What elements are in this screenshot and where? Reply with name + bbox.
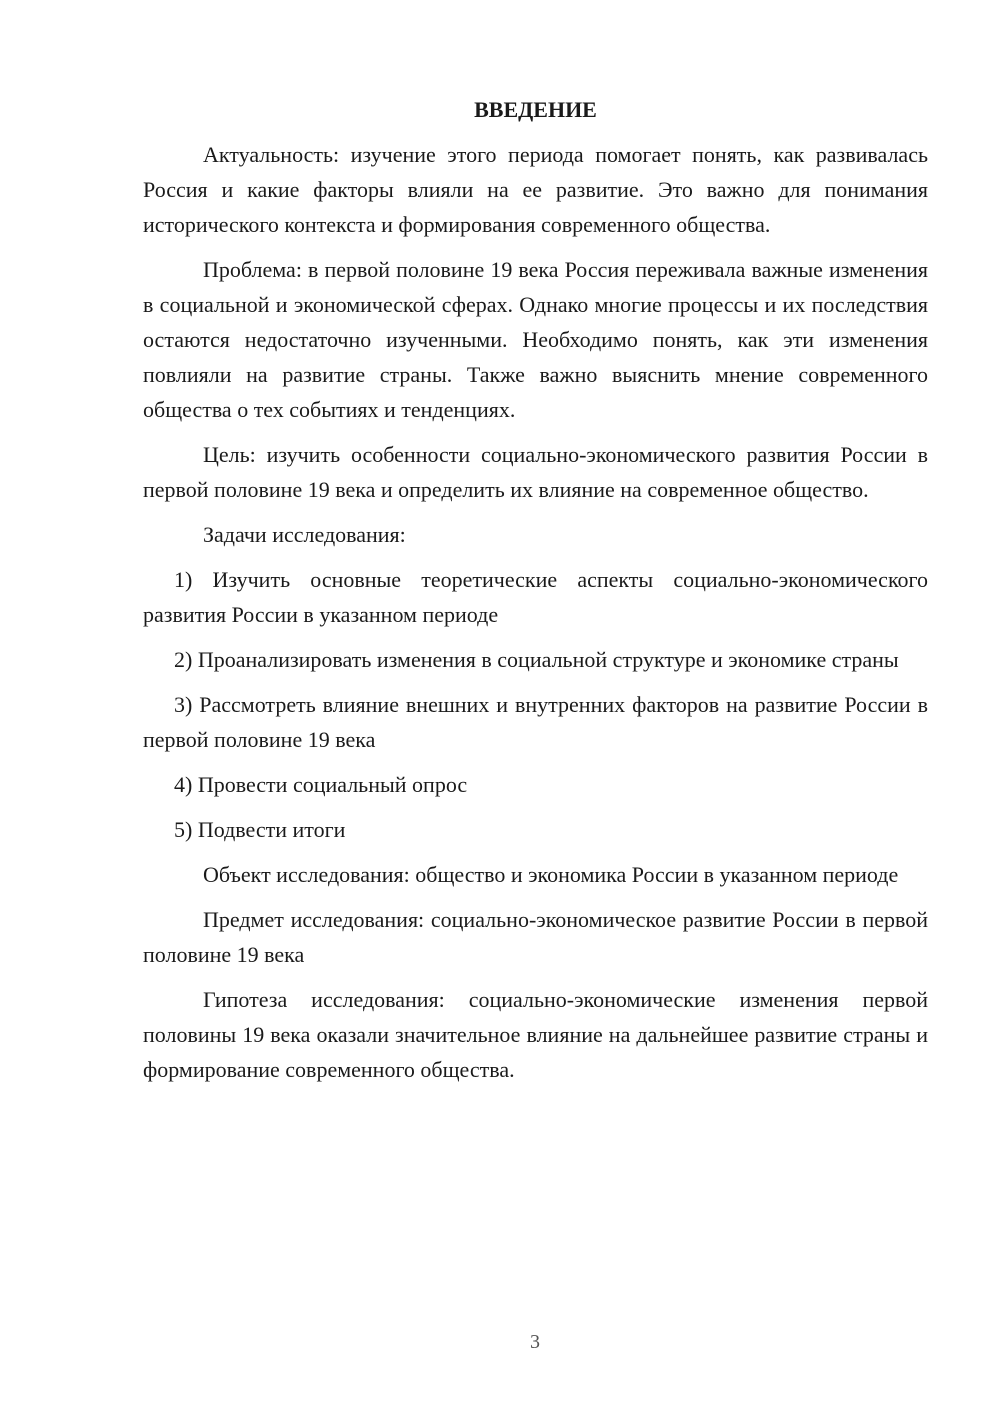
paragraph-object: Объект исследования: общество и экономика России в указанном периоде	[203, 862, 899, 887]
paragraph-relevance: Актуальность: изучение этого периода помогает понять, как развивалась Россия и какие факторы влияли на ее развитие. Это важно для понимания исторического контекста и формирования современного общества.	[143, 142, 928, 237]
task-item-4: 4) Провести социальный опрос	[174, 772, 468, 797]
task-item-3: 3) Рассмотреть влияние внешних и внутренних факторов на развитие России в первой половине 19 века	[143, 692, 928, 752]
tasks-heading: Задачи исследования:	[203, 522, 406, 547]
paragraph-subject: Предмет исследования: социально-экономическое развитие России в первой половине 19 века	[143, 907, 928, 967]
paragraph-goal: Цель: изучить особенности социально-экономического развития России в первой половине 19 века и определить их влияние на современное общество.	[143, 442, 928, 502]
paragraph-hypothesis: Гипотеза исследования: социально-экономические изменения первой половины 19 века оказали значительное влияние на дальнейшее развитие страны и формирование современного общества.	[143, 987, 928, 1082]
paragraph-problem: Проблема: в первой половине 19 века Россия переживала важные изменения в социальной и экономической сферах. Однако многие процессы и их последствия остаются недостаточно изученными. Необходимо понять, как эти изменения повлияли на развитие страны. Также важно выяснить мнение современного общества о тех событиях и тенденциях.	[143, 257, 928, 422]
task-item-5: 5) Подвести итоги	[174, 817, 346, 842]
document-page	[143, 92, 928, 1097]
page-number: 3	[530, 1331, 540, 1353]
task-item-1: 1) Изучить основные теоретические аспекты социально-экономического развития России в указанном периоде	[143, 567, 928, 627]
task-item-2: 2) Проанализировать изменения в социальной структуре и экономике страны	[174, 647, 899, 672]
section-title: ВВЕДЕНИЕ	[474, 97, 597, 122]
